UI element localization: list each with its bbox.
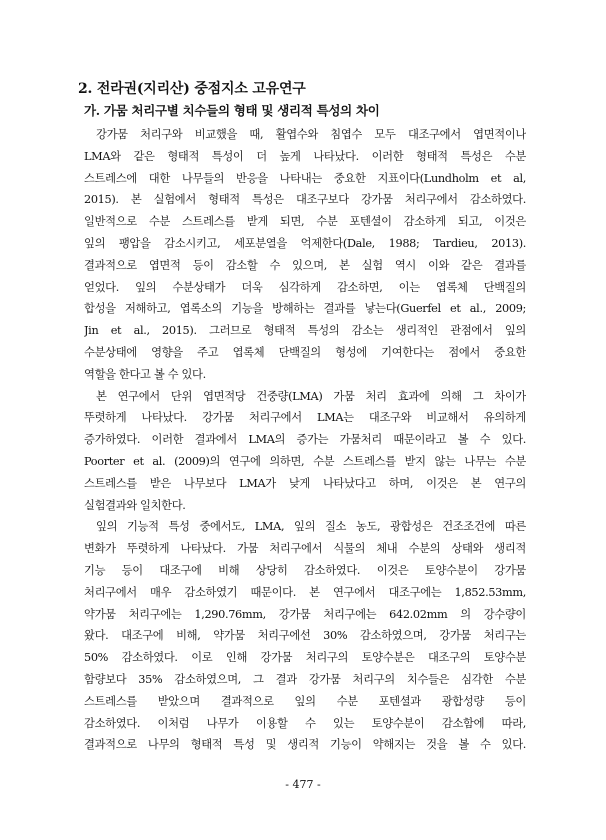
text-line: 뚜렷하게 나타났다. 강가뭄 처리구에서 LMA는 대조구와 비교해서 유의하게 — [84, 411, 526, 425]
body-text — [84, 124, 526, 756]
text-line: LMA와 같은 형태적 특성이 더 높게 나타났다. 이러한 형태적 특성은 수분 — [84, 149, 526, 163]
text-line: 스트레스를 받은 나무보다 LMA가 낮게 나타났다고 하며, 이것은 본 연구의 — [84, 476, 526, 490]
text-line: 강가뭄 처리구와 비교했을 때, 활엽수와 침엽수 모두 대조구에서 엽면적이나 — [96, 128, 526, 141]
text-line: Jin et al., 2015). 그러므로 형태적 특성의 감소는 생리적인 관점에서 잎의 — [84, 324, 526, 338]
text-line: 50% 감소하였다. 이로 인해 강가뭄 처리구의 토양수분은 대조구의 토양수분 — [84, 651, 526, 665]
text-line: 변화가 뚜렷하게 나타났다. 가뭄 처리구에서 식물의 체내 수분의 상태와 생리적 — [84, 542, 526, 556]
text-line: 잎의 기능적 특성 중에서도, LMA, 잎의 질소 농도, 광합성은 건조조건에 따른 — [96, 520, 526, 534]
paragraph — [84, 516, 526, 756]
text-line: 합성을 저해하고, 엽록소의 기능을 방해하는 결과를 낳는다(Guerfel et al., 2009; — [84, 302, 526, 316]
text-line: 실험결과와 일치한다. — [84, 498, 186, 512]
text-line: 결과적으로 나무의 형태적 특성 및 생리적 기능이 약해지는 것을 볼 수 있다. — [84, 738, 526, 752]
text-line: 결과적으로 엽면적 등이 감소할 수 있으며, 본 실험 역시 이와 같은 결과를 — [84, 258, 526, 272]
text-line: 얻었다. 잎의 수분상태가 더욱 심각하게 감소하면, 이는 엽록체 단백질의 — [84, 280, 526, 294]
subsection-heading: 가. 가뭄 처리구별 치수들의 형태 및 생리적 특성의 차이 — [84, 103, 380, 118]
text-line: 증가하였다. 이러한 결과에서 LMA의 증가는 가뭄처리 때문이라고 볼 수 있다. — [84, 433, 526, 447]
text-line: 스트레스를 받았으며 결과적으로 잎의 수분 포텐셜과 광합성량 등이 — [84, 694, 526, 708]
text-line: 2015). 본 실험에서 형태적 특성은 대조구보다 강가뭄 처리구에서 감소하였다. — [84, 193, 526, 207]
paragraph — [84, 386, 526, 517]
text-line: 일반적으로 수분 스트레스를 받게 되면, 수분 포텐셜이 감소하게 되고, 이것은 — [84, 215, 526, 229]
text-line: 잎의 팽압을 감소시키고, 세포분열을 억제한다(Dale, 1988; Tardieu, 2013). — [84, 236, 526, 250]
text-line: 왔다. 대조구에 비해, 약가뭄 처리구에선 30% 감소하였으며, 강가뭄 처리구는 — [84, 629, 526, 643]
text-line: 스트레스에 대한 나무들의 반응을 나타내는 중요한 지표이다(Lundholm et al, — [84, 171, 526, 185]
text-line: 감소하였다. 이처럼 나무가 이용할 수 있는 토양수분이 감소함에 따라, — [84, 716, 526, 730]
text-line: 함량보다 35% 감소하였으며, 그 결과 강가뭄 처리구의 치수들은 심각한 수분 — [84, 672, 526, 686]
page-number: - 477 - — [285, 778, 321, 791]
text-line: 처리구에서 매우 감소하였기 때문이다. 본 연구에서 대조구에는 1,852.53mm, — [84, 585, 526, 599]
text-line: 약가뭄 처리구에는 1,290.76mm, 강가뭄 처리구에는 642.02mm 의 강수량이 — [84, 607, 526, 621]
text-line: 역할을 한다고 볼 수 있다. — [84, 367, 206, 381]
text-line: 수분상태에 영향을 주고 엽록체 단백질의 형성에 기여한다는 점에서 중요한 — [84, 345, 526, 359]
paragraph — [84, 124, 526, 386]
text-line: 본 연구에서 단위 엽면적당 건중량(LMA) 가뭄 처리 효과에 의해 그 차이가 — [96, 389, 526, 403]
section-heading: 2. 전라권(지리산) 중점지소 고유연구 — [78, 81, 306, 97]
text-line: 기능 등이 대조구에 비해 상당히 감소하였다. 이것은 토양수분이 강가뭄 — [84, 563, 526, 577]
text-line: Poorter et al. (2009)의 연구에 의하면, 수분 스트레스를 받지 않는 나무는 수분 — [84, 454, 526, 468]
